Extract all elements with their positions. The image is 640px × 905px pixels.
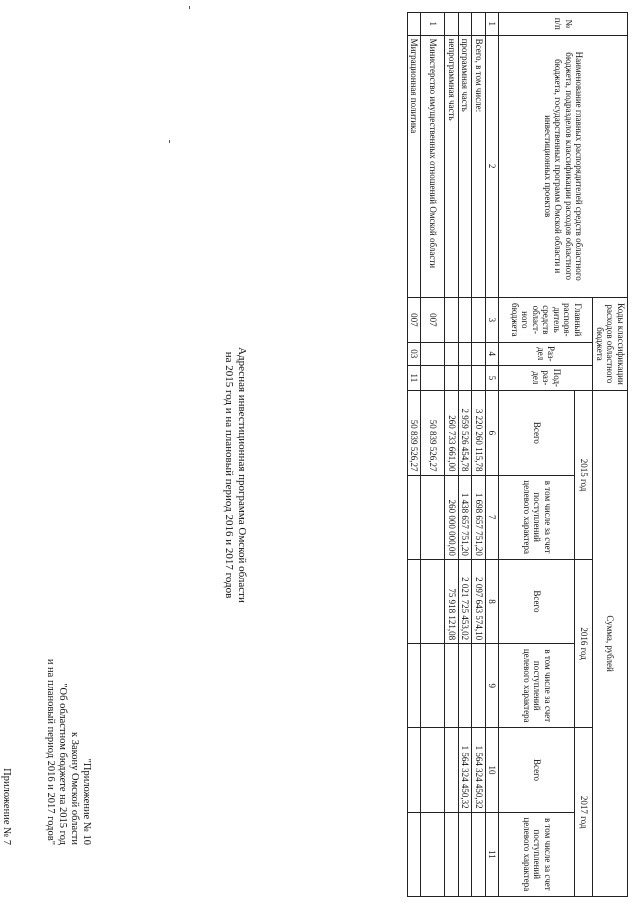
row-gr	[459, 297, 473, 342]
table-row-ministry	[421, 13, 445, 897]
row-name: Миграционная политика	[408, 35, 422, 297]
row-target-2016	[445, 644, 459, 728]
column-number: 11	[486, 812, 500, 896]
scan-mark	[189, 6, 190, 9]
document-title	[222, 250, 248, 700]
row-pr	[421, 365, 445, 391]
header-line: и на плановый период 2016 и 2017 годов"	[45, 658, 56, 845]
row-name: непрограммная часть	[445, 35, 459, 297]
row-total-2016: 75 918 121,08	[445, 559, 459, 643]
row-rz	[472, 342, 486, 365]
row-total-2016: 2 097 643 574,10	[472, 559, 486, 643]
header-total-2015: Всего	[499, 391, 575, 475]
row-total-2015: 50 839 526,27	[421, 391, 445, 475]
scan-mark	[169, 140, 170, 143]
row-target-2016	[421, 644, 445, 728]
row-pr	[472, 365, 486, 391]
row-total-2017	[421, 728, 445, 812]
row-gr	[472, 297, 486, 342]
row-rz	[421, 342, 445, 365]
investment-program-table	[407, 12, 628, 897]
header-year-2016: 2016 год	[575, 559, 593, 728]
header-year-2017: 2017 год	[575, 728, 593, 897]
header-num: № п/п	[499, 13, 628, 36]
row-total-2015: 3 220 260 115,78	[472, 391, 486, 475]
row-total-2017: 1 564 324 450,32	[472, 728, 486, 812]
header-year-2015: 2015 год	[575, 391, 593, 560]
header-sum: Сумма, рублей	[593, 391, 628, 897]
row-target-2015: 1 698 657 751,20	[472, 475, 486, 559]
column-number: 6	[486, 391, 500, 475]
header-target-2015: в том числе за счет поступлений целевого характера	[499, 475, 575, 559]
column-number: 3	[486, 297, 500, 342]
header-line: к Закону Омской области	[69, 731, 80, 845]
row-total-2016	[421, 559, 445, 643]
column-number: 1	[486, 13, 500, 36]
header-codes: Коды классификации расходов областного бюджета	[593, 297, 628, 391]
row-target-2017	[408, 812, 422, 896]
header-total-2017: Всего	[499, 728, 575, 812]
appendix-10-header	[44, 659, 92, 845]
row-target-2016	[459, 644, 473, 728]
row-total-2017	[408, 728, 422, 812]
row-target-2015: 1 438 657 751,20	[459, 475, 473, 559]
column-number: 7	[486, 475, 500, 559]
row-total-2015: 260 733 661,00	[445, 391, 459, 475]
header-razdel: Раз-дел	[499, 342, 593, 365]
row-num	[408, 13, 422, 36]
header-line: "Об областном бюджете на 2015 год	[57, 683, 68, 845]
row-target-2016	[472, 644, 486, 728]
row-target-2015: 260 000 000,00	[445, 475, 459, 559]
row-name: Министерство имущественных отношений Омской области	[421, 35, 445, 297]
row-total-2017: 1 564 324 450,32	[459, 728, 473, 812]
row-target-2016	[408, 644, 422, 728]
title-line: Адресная инвестиционная программа Омской области	[236, 347, 248, 603]
row-target-2017	[445, 812, 459, 896]
title-line: на 2015 год и на плановый период 2016 и 2017 годов	[223, 351, 235, 599]
table-row-program	[459, 13, 473, 897]
row-name: Всего, в том числе:	[472, 35, 486, 297]
row-total-2015: 50 839 526,27	[408, 391, 422, 475]
column-number: 8	[486, 559, 500, 643]
header-line: Приложение № 7	[1, 768, 12, 845]
column-number: 2	[486, 35, 500, 297]
row-pr	[459, 365, 473, 391]
row-total-2015: 2 959 526 454,78	[459, 391, 473, 475]
table-row-migration	[408, 13, 422, 897]
table-row-total	[472, 13, 486, 897]
row-name: программная часть	[459, 35, 473, 297]
row-rz	[459, 342, 473, 365]
row-num	[445, 13, 459, 36]
row-target-2017	[421, 812, 445, 896]
row-total-2016	[408, 559, 422, 643]
row-target-2017	[459, 812, 473, 896]
header-target-2016: в том числе за счет поступлений целевого характера	[499, 644, 575, 728]
row-total-2017	[445, 728, 459, 812]
header-name: Наименование главных распорядителей средств областного бюджета, подразделов классификации расходов областного бюджета, государственных программ Омской области и инвестиционных проектов	[499, 35, 628, 297]
row-num: 1	[421, 13, 445, 36]
row-rz: 03	[408, 342, 422, 365]
header-podrazdel: Под-раз-дел	[499, 365, 593, 391]
header-total-2016: Всего	[499, 559, 575, 643]
row-num	[472, 13, 486, 36]
column-number: 4	[486, 342, 500, 365]
row-total-2016: 2 021 725 453,02	[459, 559, 473, 643]
row-target-2017	[472, 812, 486, 896]
row-gr	[445, 297, 459, 342]
column-number: 9	[486, 644, 500, 728]
row-gr: 007	[421, 297, 445, 342]
row-pr: 11	[408, 365, 422, 391]
row-rz	[445, 342, 459, 365]
column-number-row	[486, 13, 500, 897]
appendix-7-header	[0, 628, 12, 845]
header-main-manager: Главный распоря-дитель средств област-ного бюджета	[499, 297, 593, 342]
row-target-2015	[421, 475, 445, 559]
column-number: 10	[486, 728, 500, 812]
table-row-nonprogram	[445, 13, 459, 897]
header-target-2017: в том числе за счет поступлений целевого характера	[499, 812, 575, 896]
row-num	[459, 13, 473, 36]
column-number: 5	[486, 365, 500, 391]
row-pr	[445, 365, 459, 391]
header-line: "Приложение № 10	[81, 758, 92, 845]
row-target-2015	[408, 475, 422, 559]
row-gr: 007	[408, 297, 422, 342]
